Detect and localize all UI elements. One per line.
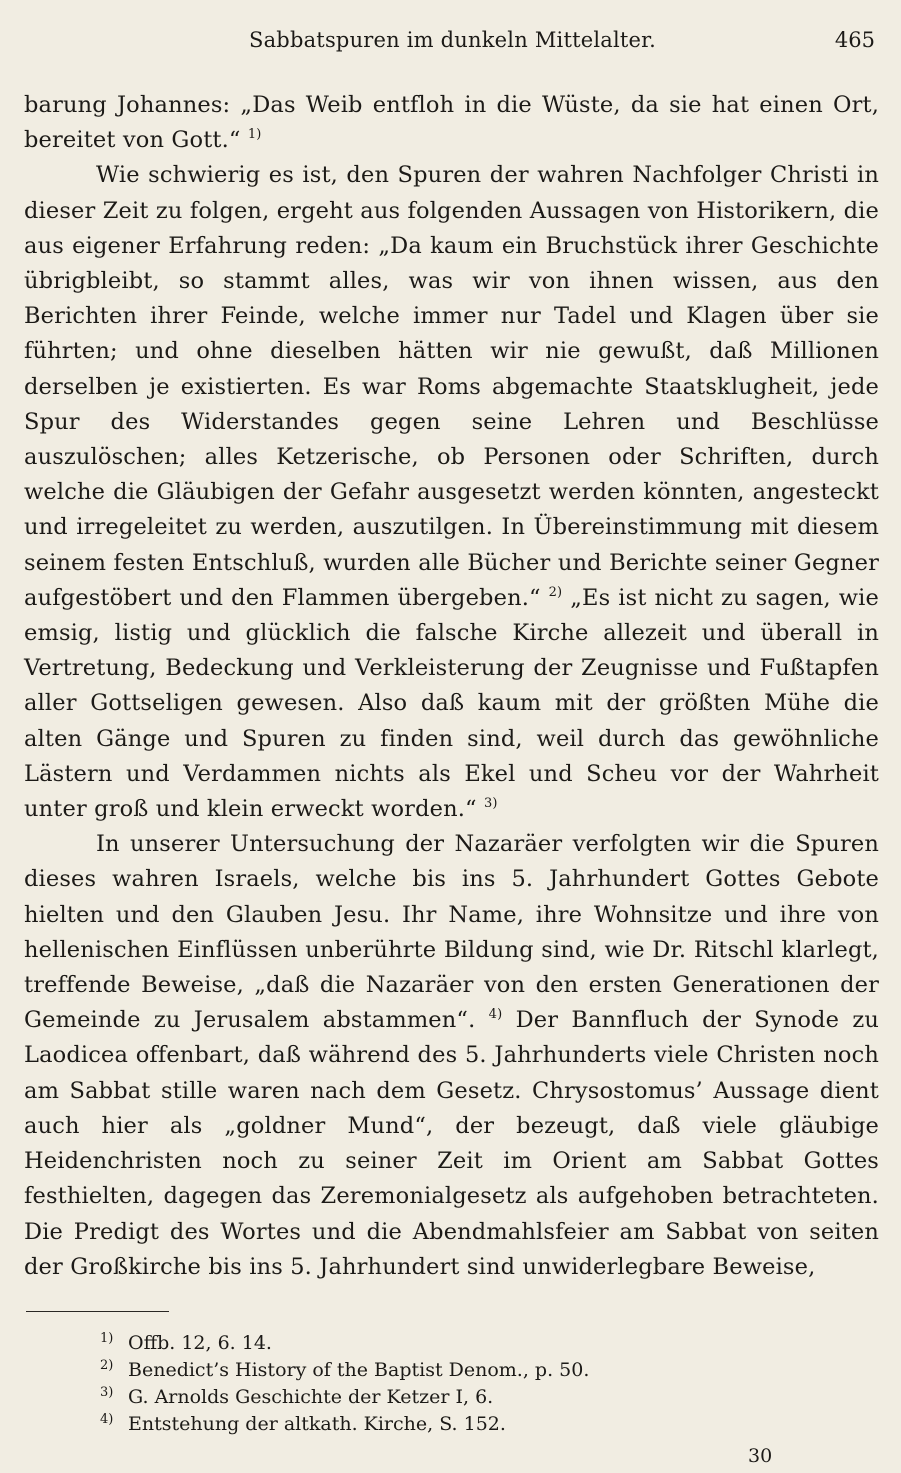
running-header bbox=[24, 28, 875, 58]
footnote bbox=[100, 1411, 860, 1438]
footnote-reference: 1) bbox=[247, 127, 262, 143]
footnote-reference: 4) bbox=[488, 1007, 503, 1023]
footnote bbox=[100, 1384, 860, 1411]
paragraph-text: In unserer Untersuchung der Nazaräer verfolgten wir die Spuren dieses wahren Israels, welche bis ins 5. Jahrhundert Gottes Gebote hielten und den Glauben Jesu. Ihr Name, ihre Wohnsitze und ihre von hellenischen Einflüssen unberührte Bildung sind, wie Dr. Ritschl klarlegt, treffende Beweise, „daß die Nazaräer von den ersten Generationen der Gemeinde zu Jerusalem abstammen“. bbox=[24, 831, 879, 1034]
footnote-text: G. Arnolds Geschichte der Ketzer I, 6. bbox=[128, 1386, 494, 1408]
footnote-mark: 2) bbox=[100, 1358, 114, 1373]
body-text bbox=[24, 88, 879, 1285]
footnote-mark: 3) bbox=[100, 1385, 114, 1400]
paragraph bbox=[24, 88, 879, 158]
footnote-text: Benedict’s History of the Baptist Denom., p. 50. bbox=[128, 1359, 590, 1381]
footnote-reference: 3) bbox=[484, 796, 498, 812]
footnotes bbox=[100, 1330, 860, 1438]
signature-mark: 30 bbox=[748, 1445, 773, 1467]
footnote-mark: 1) bbox=[100, 1331, 114, 1346]
footnote-text: Entstehung der altkath. Kirche, S. 152. bbox=[128, 1413, 506, 1435]
footnote bbox=[100, 1330, 860, 1357]
paragraph bbox=[24, 827, 879, 1285]
paragraph bbox=[24, 158, 879, 827]
paragraph-text: „Es ist nicht zu sagen, wie emsig, listig und glücklich die falsche Kirche allezeit und überall in Vertretung, Bedeckung und Verkleisterung der Zeugnisse und Fußtapfen aller Gottseligen gewesen. Also daß kaum mit der größten Mühe die alten Gänge und Spuren zu finden sind, weil durch das gewöhnliche Lästern und Verdammen nichts als Ekel und Scheu vor der Wahrheit unter groß und klein erweckt worden.“ bbox=[24, 584, 879, 823]
footnote-reference: 2) bbox=[548, 584, 563, 600]
paragraph-text: barung Johannes: „Das Weib entfloh in die Wüste, da sie hat einen Ort, bereitet von Gott.“ bbox=[24, 92, 879, 154]
footnote-divider bbox=[26, 1311, 169, 1312]
page-number: 465 bbox=[834, 28, 875, 52]
footnote-text: Offb. 12, 6. 14. bbox=[128, 1332, 272, 1354]
running-title: Sabbatspuren im dunkeln Mittelalter. bbox=[249, 28, 656, 52]
footnote-mark: 4) bbox=[100, 1412, 114, 1427]
paragraph-text: Der Bannfluch der Synode zu Laodicea offenbart, daß während des 5. Jahrhunderts viele Christen noch am Sabbat stille waren nach dem Gesetz. Chrysostomus’ Aussage dient auch hier als „goldner Mund“, der bezeugt, daß viele gläubige Heidenchristen noch zu seiner Zeit im Orient am Sabbat Gottes festhielten, dagegen das Zeremonialgesetz als aufgehoben betrachteten. Die Predigt des Wortes und die Abendmahlsfeier am Sabbat von seiten der Großkirche bis ins 5. Jahrhundert sind unwiderlegbare Beweise, bbox=[24, 1007, 879, 1280]
footnote bbox=[100, 1357, 860, 1384]
paragraph-text: Wie schwierig es ist, den Spuren der wahren Nachfolger Christi in dieser Zeit zu folgen, ergeht aus folgenden Aussagen von Historikern, die aus eigener Erfahrung reden: „Da kaum ein Bruchstück ihrer Geschichte übrigbleibt, so stammt alles, was wir von ihnen wissen, aus den Berichten ihrer Feinde, welche immer nur Tadel und Klagen über sie führten; und ohne dieselben hätten wir nie gewußt, daß Millionen derselben je existierten. Es war Roms abgemachte Staatsklugheit, jede Spur des Widerstandes gegen seine Lehren und Beschlüsse auszulöschen; alles Ketzerische, ob Personen oder Schriften, durch welche die Gläubigen der Gefahr ausgesetzt werden könnten, angesteckt und irregeleitet zu werden, auszutilgen. In Übereinstimmung mit diesem seinem festen Entschluß, wurden alle Bücher und Berichte seiner Gegner aufgestöbert und den Flammen übergeben.“ bbox=[24, 162, 879, 611]
